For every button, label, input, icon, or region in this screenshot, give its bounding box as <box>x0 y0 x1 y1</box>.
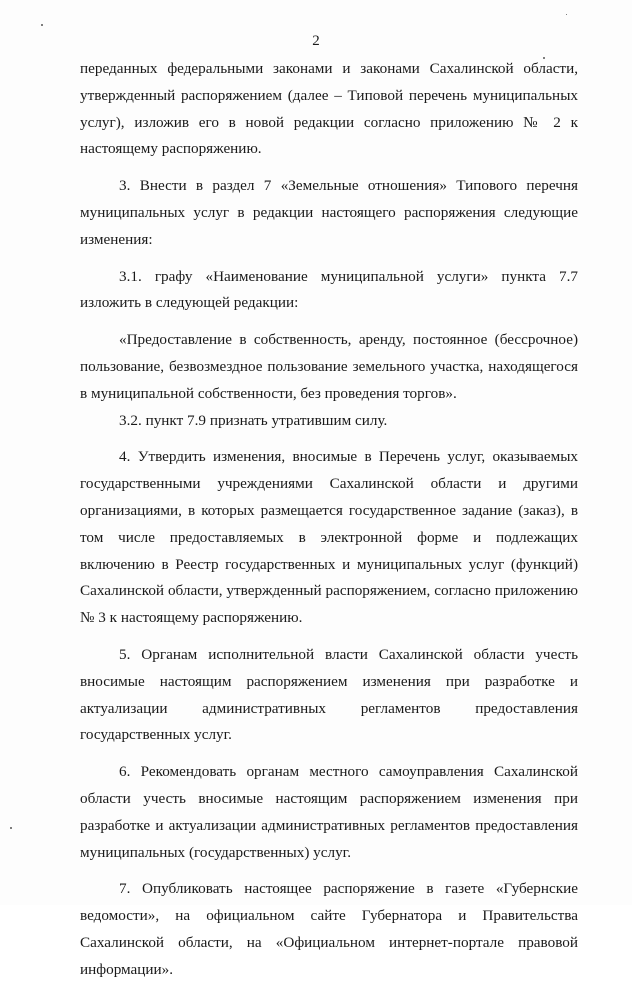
document-body <box>80 56 578 984</box>
paragraph-quoted-text: «Предоставление в собственность, аренду, постоянное (бессрочное) пользование, безвозмездное пользование земельного участка, находящегося в муниципальной собственности, без проведения торгов». <box>80 331 578 402</box>
paragraph-item-6: 6. Рекомендовать органам местного самоуправления Сахалинской области учесть вносимые настоящим распоряжением изменения при разработке и актуализации административных регламентов предоставления муниципальных (государственных) услуг. <box>80 763 578 861</box>
paragraph-item-3-2: 3.2. пункт 7.9 признать утратившим силу. <box>119 411 388 429</box>
scan-speck <box>543 57 545 59</box>
scan-speck <box>566 14 567 15</box>
scan-speck <box>10 827 12 829</box>
scan-speck <box>41 24 43 26</box>
paragraph-continuation: переданных федеральными законами и законами Сахалинской области, утвержденный распоряжением (далее – Типовой перечень муниципальных услуг), изложив его в новой редакции согласно приложению № 2 к настоящему распоряжению. <box>80 60 578 158</box>
paragraph-item-5: 5. Органам исполнительной власти Сахалинской области учесть вносимые настоящим распоряжением изменения при разработке и актуализации административных регламентов предоставления государственных услуг. <box>80 645 578 744</box>
paragraph-item-4: 4. Утвердить изменения, вносимые в Перечень услуг, оказываемых государственными учреждениями Сахалинской области и другими организациями, в которых размещается государственное задание (заказ), в том числе предоставляемых в электронной форме и подлежащих включению в Реестр государственных и муниципальных услуг (функций) Сахалинской области, утвержденный распоряжением, согласно приложению № 3 к настоящему распоряжению. <box>80 448 578 627</box>
page-number: 2 <box>312 33 320 49</box>
paragraph-item-3: 3. Внести в раздел 7 «Земельные отношения» Типового перечня муниципальных услуг в редакции настоящего распоряжения следующие изменения: <box>80 177 578 248</box>
paragraph-item-3-1: 3.1. графу «Наименование муниципальной услуги» пункта 7.7 изложить в следующей редакции: <box>80 267 578 312</box>
paragraph-item-7: 7. Опубликовать настоящее распоряжение в газете «Губернские ведомости», на официальном сайте Губернатора и Правительства Сахалинской области, на «Официальном интернет-портале правовой информации». <box>80 880 578 978</box>
